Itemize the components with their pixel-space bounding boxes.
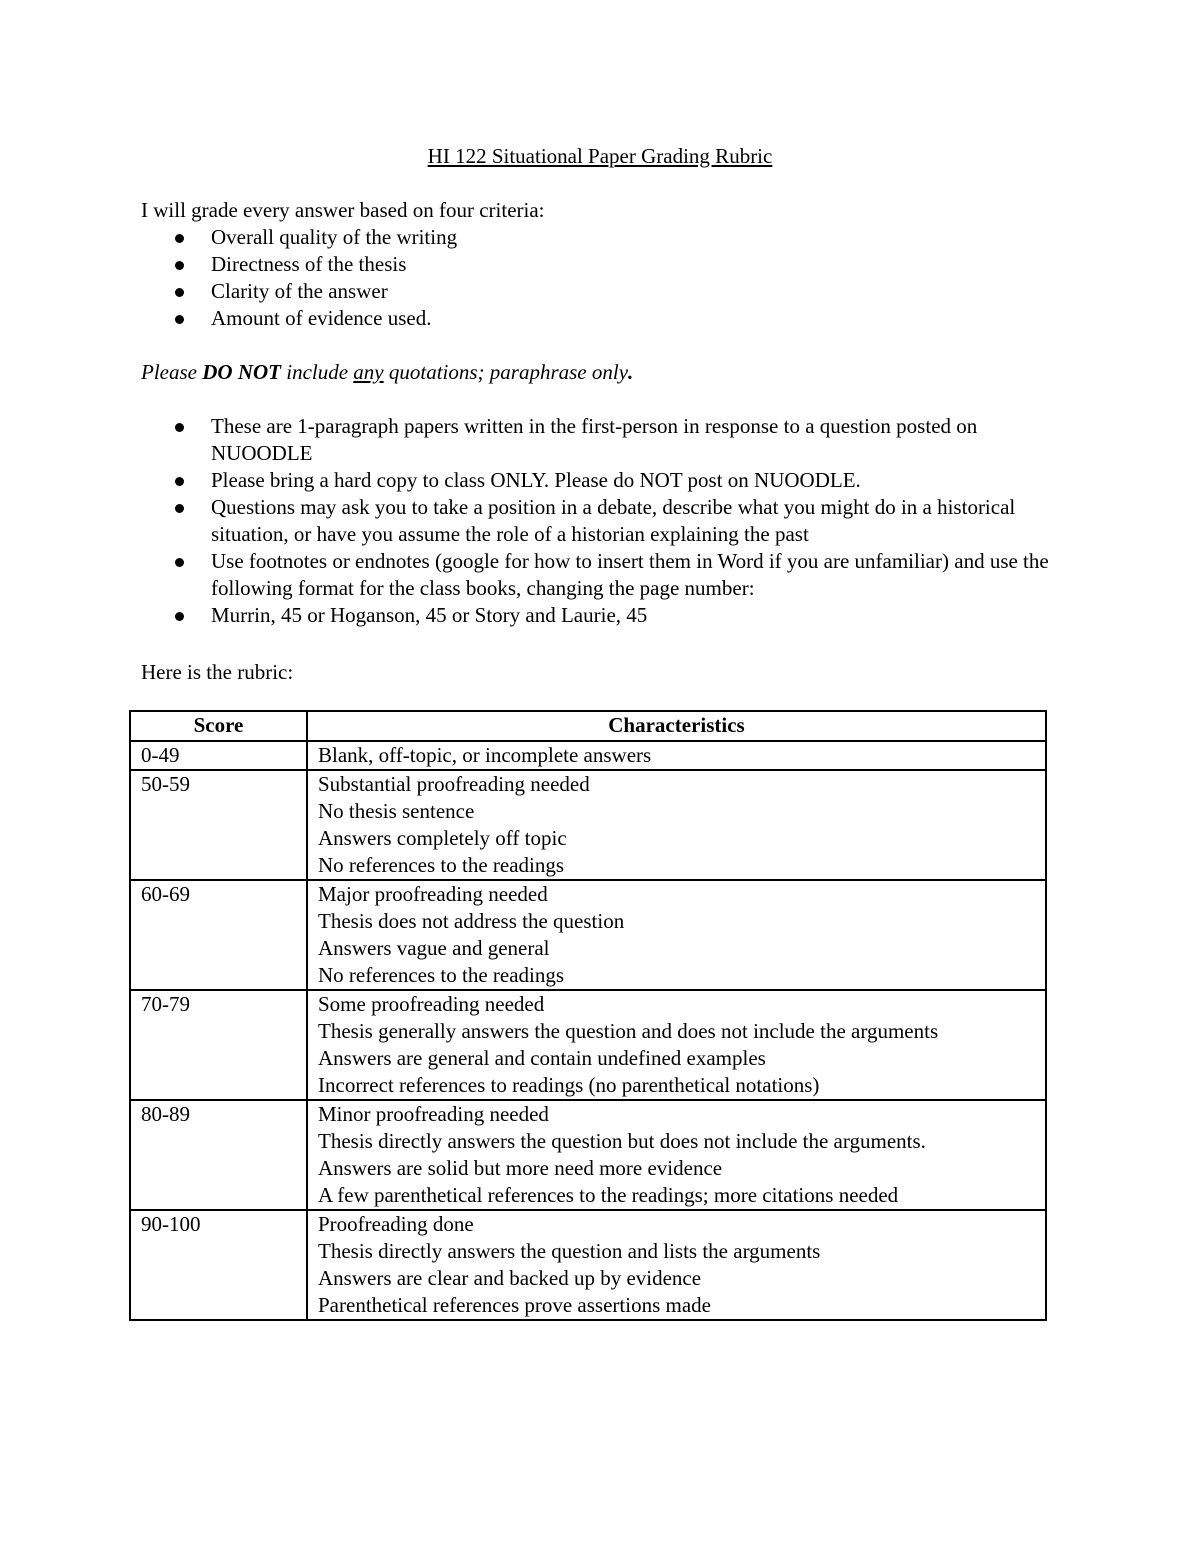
table-row [130,1100,1046,1210]
characteristics-cell [307,741,1046,770]
characteristic-line: Thesis directly answers the question and lists the arguments [318,1239,821,1263]
notice-text: Please [141,360,203,384]
characteristic-line: No thesis sentence [318,799,475,823]
characteristic-line: Answers are solid but more need more evidence [318,1156,723,1180]
characteristic-line: Parenthetical references prove assertions made [318,1293,711,1317]
characteristic-line: A few parenthetical references to the readings; more citations needed [318,1183,899,1207]
notice-text: quotations; paraphrase only [383,360,629,384]
criteria-item: Clarity of the answer [141,278,1051,305]
rule-item: Please bring a hard copy to class ONLY. Please do NOT post on NUOODLE. [141,467,1051,494]
characteristics-cell [307,1100,1046,1210]
characteristics-cell [307,1210,1046,1320]
intro-text: I will grade every answer based on four criteria: [141,198,545,222]
score-cell: 0-49 [130,741,307,770]
quotation-notice [141,359,1051,386]
criteria-item: Amount of evidence used. [141,305,1051,332]
table-row [130,770,1046,880]
rule-item: These are 1-paragraph papers written in the first-person in response to a question posted on NUOODLE [141,413,1051,467]
characteristic-line: Thesis does not address the question [318,909,625,933]
score-cell: 50-59 [130,770,307,880]
characteristic-line: Major proofreading needed [318,882,548,906]
rule-item: Questions may ask you to take a position in a debate, describe what you might do in a historical situation, or have you assume the role of a historian explaining the past [141,494,1051,548]
characteristic-line: Incorrect references to readings (no parenthetical notations) [318,1073,820,1097]
characteristic-line: Answers are general and contain undefined examples [318,1046,766,1070]
score-cell: 80-89 [130,1100,307,1210]
table-row [130,1210,1046,1320]
characteristic-line: Thesis generally answers the question and does not include the arguments [318,1019,939,1043]
score-cell: 90-100 [130,1210,307,1320]
notice-text: include [280,360,354,384]
notice-period: . [628,360,634,384]
rule-text: Use footnotes or endnotes (google for how to insert them in Word if you are unfamiliar) and use the following format for the class books, changing the page number: [211,549,1049,600]
characteristic-line: Some proofreading needed [318,992,545,1016]
score-header: Score [130,711,307,741]
score-cell: 70-79 [130,990,307,1100]
characteristic-line: Proofreading done [318,1212,474,1236]
characteristic-line: Thesis directly answers the question but does not include the arguments. [318,1129,926,1153]
table-row [130,880,1046,990]
characteristics-cell [307,770,1046,880]
table-header-row [130,711,1046,741]
table-row [130,990,1046,1100]
rubric-table [129,710,1047,1321]
notice-underline: any [353,360,384,384]
rubric-intro: Here is the rubric: [141,660,294,684]
characteristics-cell [307,880,1046,990]
rules-list [141,413,1051,629]
characteristics-header: Characteristics [307,711,1046,741]
characteristic-line: No references to the readings [318,853,565,877]
characteristic-line: No references to the readings [318,963,565,987]
criteria-list [141,224,1051,332]
table-row [130,741,1046,770]
criteria-item: Directness of the thesis [141,251,1051,278]
characteristic-line: Answers are clear and backed up by evidence [318,1266,702,1290]
page-title: HI 122 Situational Paper Grading Rubric [427,144,773,168]
characteristic-line: Answers completely off topic [318,826,567,850]
characteristic-line: Blank, off-topic, or incomplete answers [318,743,652,767]
characteristic-line: Substantial proofreading needed [318,772,590,796]
characteristic-line: Answers vague and general [318,936,550,960]
notice-emphasis: DO NOT [202,360,281,384]
citation-example: Murrin, 45 or Hoganson, 45 or Story and Laurie, 45 [141,602,1051,629]
score-cell: 60-69 [130,880,307,990]
rule-item [141,548,1051,602]
characteristic-line: Minor proofreading needed [318,1102,549,1126]
criteria-item: Overall quality of the writing [141,224,1051,251]
characteristics-cell [307,990,1046,1100]
